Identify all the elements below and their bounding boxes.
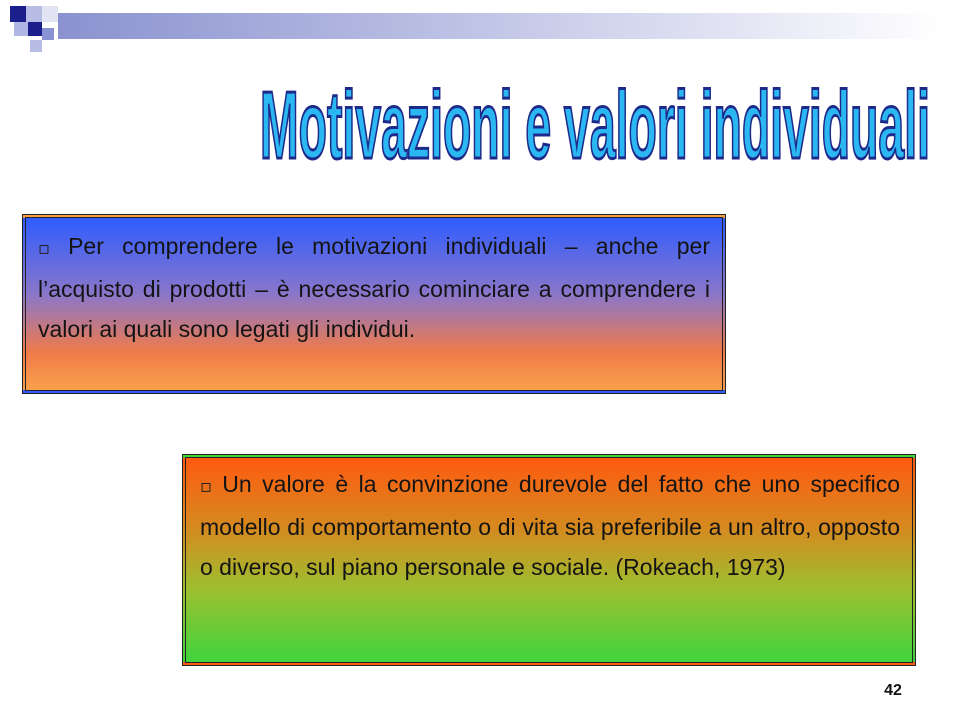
text-box-value-definition [182, 454, 916, 666]
decor-square [42, 6, 58, 22]
decor-square [28, 22, 42, 36]
header-gradient-bar [58, 13, 942, 39]
decor-square [30, 40, 42, 52]
page-number: 42 [884, 682, 902, 699]
decor-square [14, 22, 28, 36]
square-bullet-icon: ▫ [200, 476, 217, 497]
decor-square [10, 6, 26, 22]
text-box-motivations [22, 214, 726, 394]
decor-square [26, 6, 42, 22]
text-box-value-definition-content [200, 464, 900, 587]
motivations-paragraph: Per comprendere le motivazioni individuali – anche per l’acquisto di prodotti – è necessario cominciare a comprendere i valori ai quali sono legati gli individui. [38, 233, 710, 342]
decor-square [42, 28, 54, 40]
text-box-motivations-content [38, 226, 710, 349]
slide-title-text: Motivazioni e valori individuali [260, 72, 930, 179]
square-bullet-icon: ▫ [38, 238, 63, 259]
value-definition-paragraph: Un valore è la convinzione durevole del fatto che uno specifico modello di comportamento o di vita sia preferibile a un altro, opposto o diverso, sul piano personale e sociale. (Rokeach, 1973) [200, 471, 900, 580]
slide-title [250, 48, 940, 188]
